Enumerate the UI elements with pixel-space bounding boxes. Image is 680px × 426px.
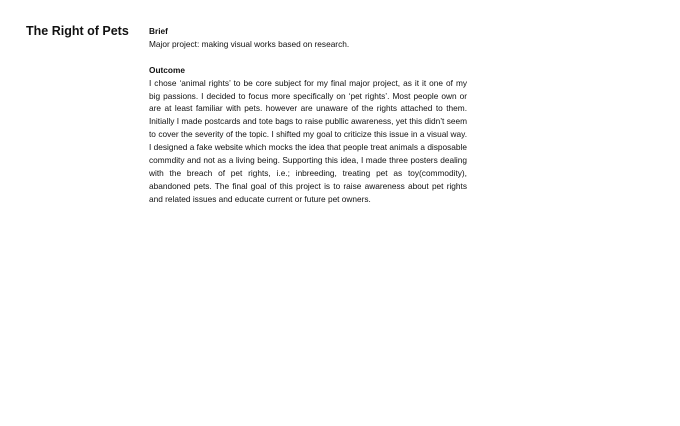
section-spacer <box>149 51 467 64</box>
project-description <box>149 25 467 206</box>
brief-text: Major project: making visual works based on research. <box>149 38 350 49</box>
outcome-text: I chose ‘animal rights’ to be core subject for my final major project, as it it one of my big passions. I decided to focus more specifically on ‘pet rights’. Most people own or are at least familiar with pets. however are unaware of the rights attached to them. Initially I made postcards and tote bags to raise publlic awareness, yet this didn’t seem to cover the severity of the topic. I shifted my goal to criticize this issue in a visual way. I designed a fake website which mocks the idea that people treat animals a disposable commdity and not as a living being. Supporting this idea, I made three posters dealing with the breach of pet rights, i.e.; inbreeding, treating pet as toy(commodity), abandoned pets. The final goal of this project is to raise awareness about pet rights and related issues and educate current or future pet owners. <box>149 77 467 204</box>
outcome-heading: Outcome <box>149 64 185 75</box>
brief-heading: Brief <box>149 26 168 36</box>
page-title: The Right of Pets <box>26 24 129 38</box>
